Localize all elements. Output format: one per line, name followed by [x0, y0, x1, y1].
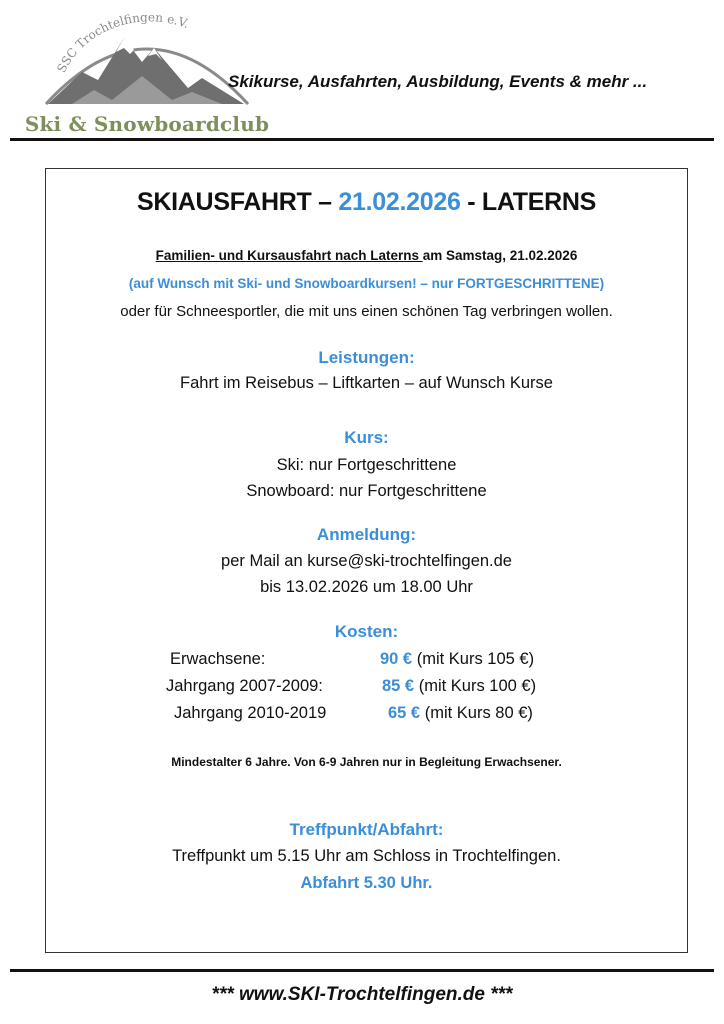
title-suffix: - LATERNS	[460, 188, 596, 216]
header-divider	[10, 138, 714, 141]
cost-price: 85 €	[382, 677, 415, 695]
cost-price-row	[380, 650, 534, 669]
cost-price-row	[382, 677, 536, 696]
leistungen-text: Fahrt im Reisebus – Liftkarten – auf Wunsch Kurse	[180, 374, 553, 392]
cost-course-price: (mit Kurs 105 €)	[412, 650, 535, 668]
cost-label: Jahrgang 2007-2009:	[166, 677, 323, 695]
intro-line-3: oder für Schneesportler, die mit uns einen schönen Tag verbringen wollen.	[120, 303, 613, 320]
treffpunkt-line-2: Abfahrt 5.30 Uhr.	[300, 874, 433, 892]
leistungen-heading: Leistungen:	[318, 348, 415, 367]
footer-divider	[10, 969, 714, 972]
kurs-heading: Kurs:	[344, 428, 389, 447]
intro-trip-date: am Samstag, 21.02.2026	[422, 248, 578, 263]
cost-price: 90 €	[380, 650, 413, 668]
intro-trip-name: Familien- und Kursausfahrt nach Laterns	[155, 248, 423, 263]
club-logo	[12, 4, 282, 136]
intro-line-2: (auf Wunsch mit Ski- und Snowboardkursen! – nur FORTGESCHRITTENE)	[128, 276, 605, 291]
club-name: Ski & Snowboardclub	[24, 112, 270, 136]
cost-price-row	[388, 704, 533, 723]
anmeldung-line-1: per Mail an kurse@ski-trochtelfingen.de	[221, 552, 512, 570]
mountain-logo-icon	[12, 4, 282, 114]
kurs-ski: Ski: nur Fortgeschrittene	[276, 456, 457, 474]
intro-line-1	[45, 248, 688, 263]
kosten-heading: Kosten:	[334, 622, 399, 641]
logo-arc-text: SSC Trochtelfingen e.V.	[54, 10, 191, 75]
page-title	[45, 188, 688, 217]
header	[0, 0, 724, 140]
kurs-snowboard: Snowboard: nur Fortgeschrittene	[246, 482, 487, 500]
cost-course-price: (mit Kurs 80 €)	[420, 704, 533, 722]
cost-price: 65 €	[388, 704, 421, 722]
anmeldung-heading: Anmeldung:	[316, 525, 417, 544]
treffpunkt-heading: Treffpunkt/Abfahrt:	[289, 820, 444, 839]
cost-course-price: (mit Kurs 100 €)	[414, 677, 537, 695]
cost-label: Jahrgang 2010-2019	[174, 704, 327, 722]
title-date: 21.02.2026	[338, 188, 461, 216]
anmeldung-line-2: bis 13.02.2026 um 18.00 Uhr	[260, 578, 473, 596]
mindestalter-note: Mindestalter 6 Jahre. Von 6-9 Jahren nur in Begleitung Erwachsener.	[171, 755, 562, 769]
title-prefix: SKIAUSFAHRT –	[137, 188, 339, 216]
treffpunkt-line-1: Treffpunkt um 5.15 Uhr am Schloss in Trochtelfingen.	[172, 847, 561, 865]
footer-website: *** www.SKI-Trochtelfingen.de ***	[211, 984, 513, 1005]
cost-label: Erwachsene:	[170, 650, 266, 668]
tagline: Skikurse, Ausfahrten, Ausbildung, Events & mehr ...	[228, 72, 648, 91]
